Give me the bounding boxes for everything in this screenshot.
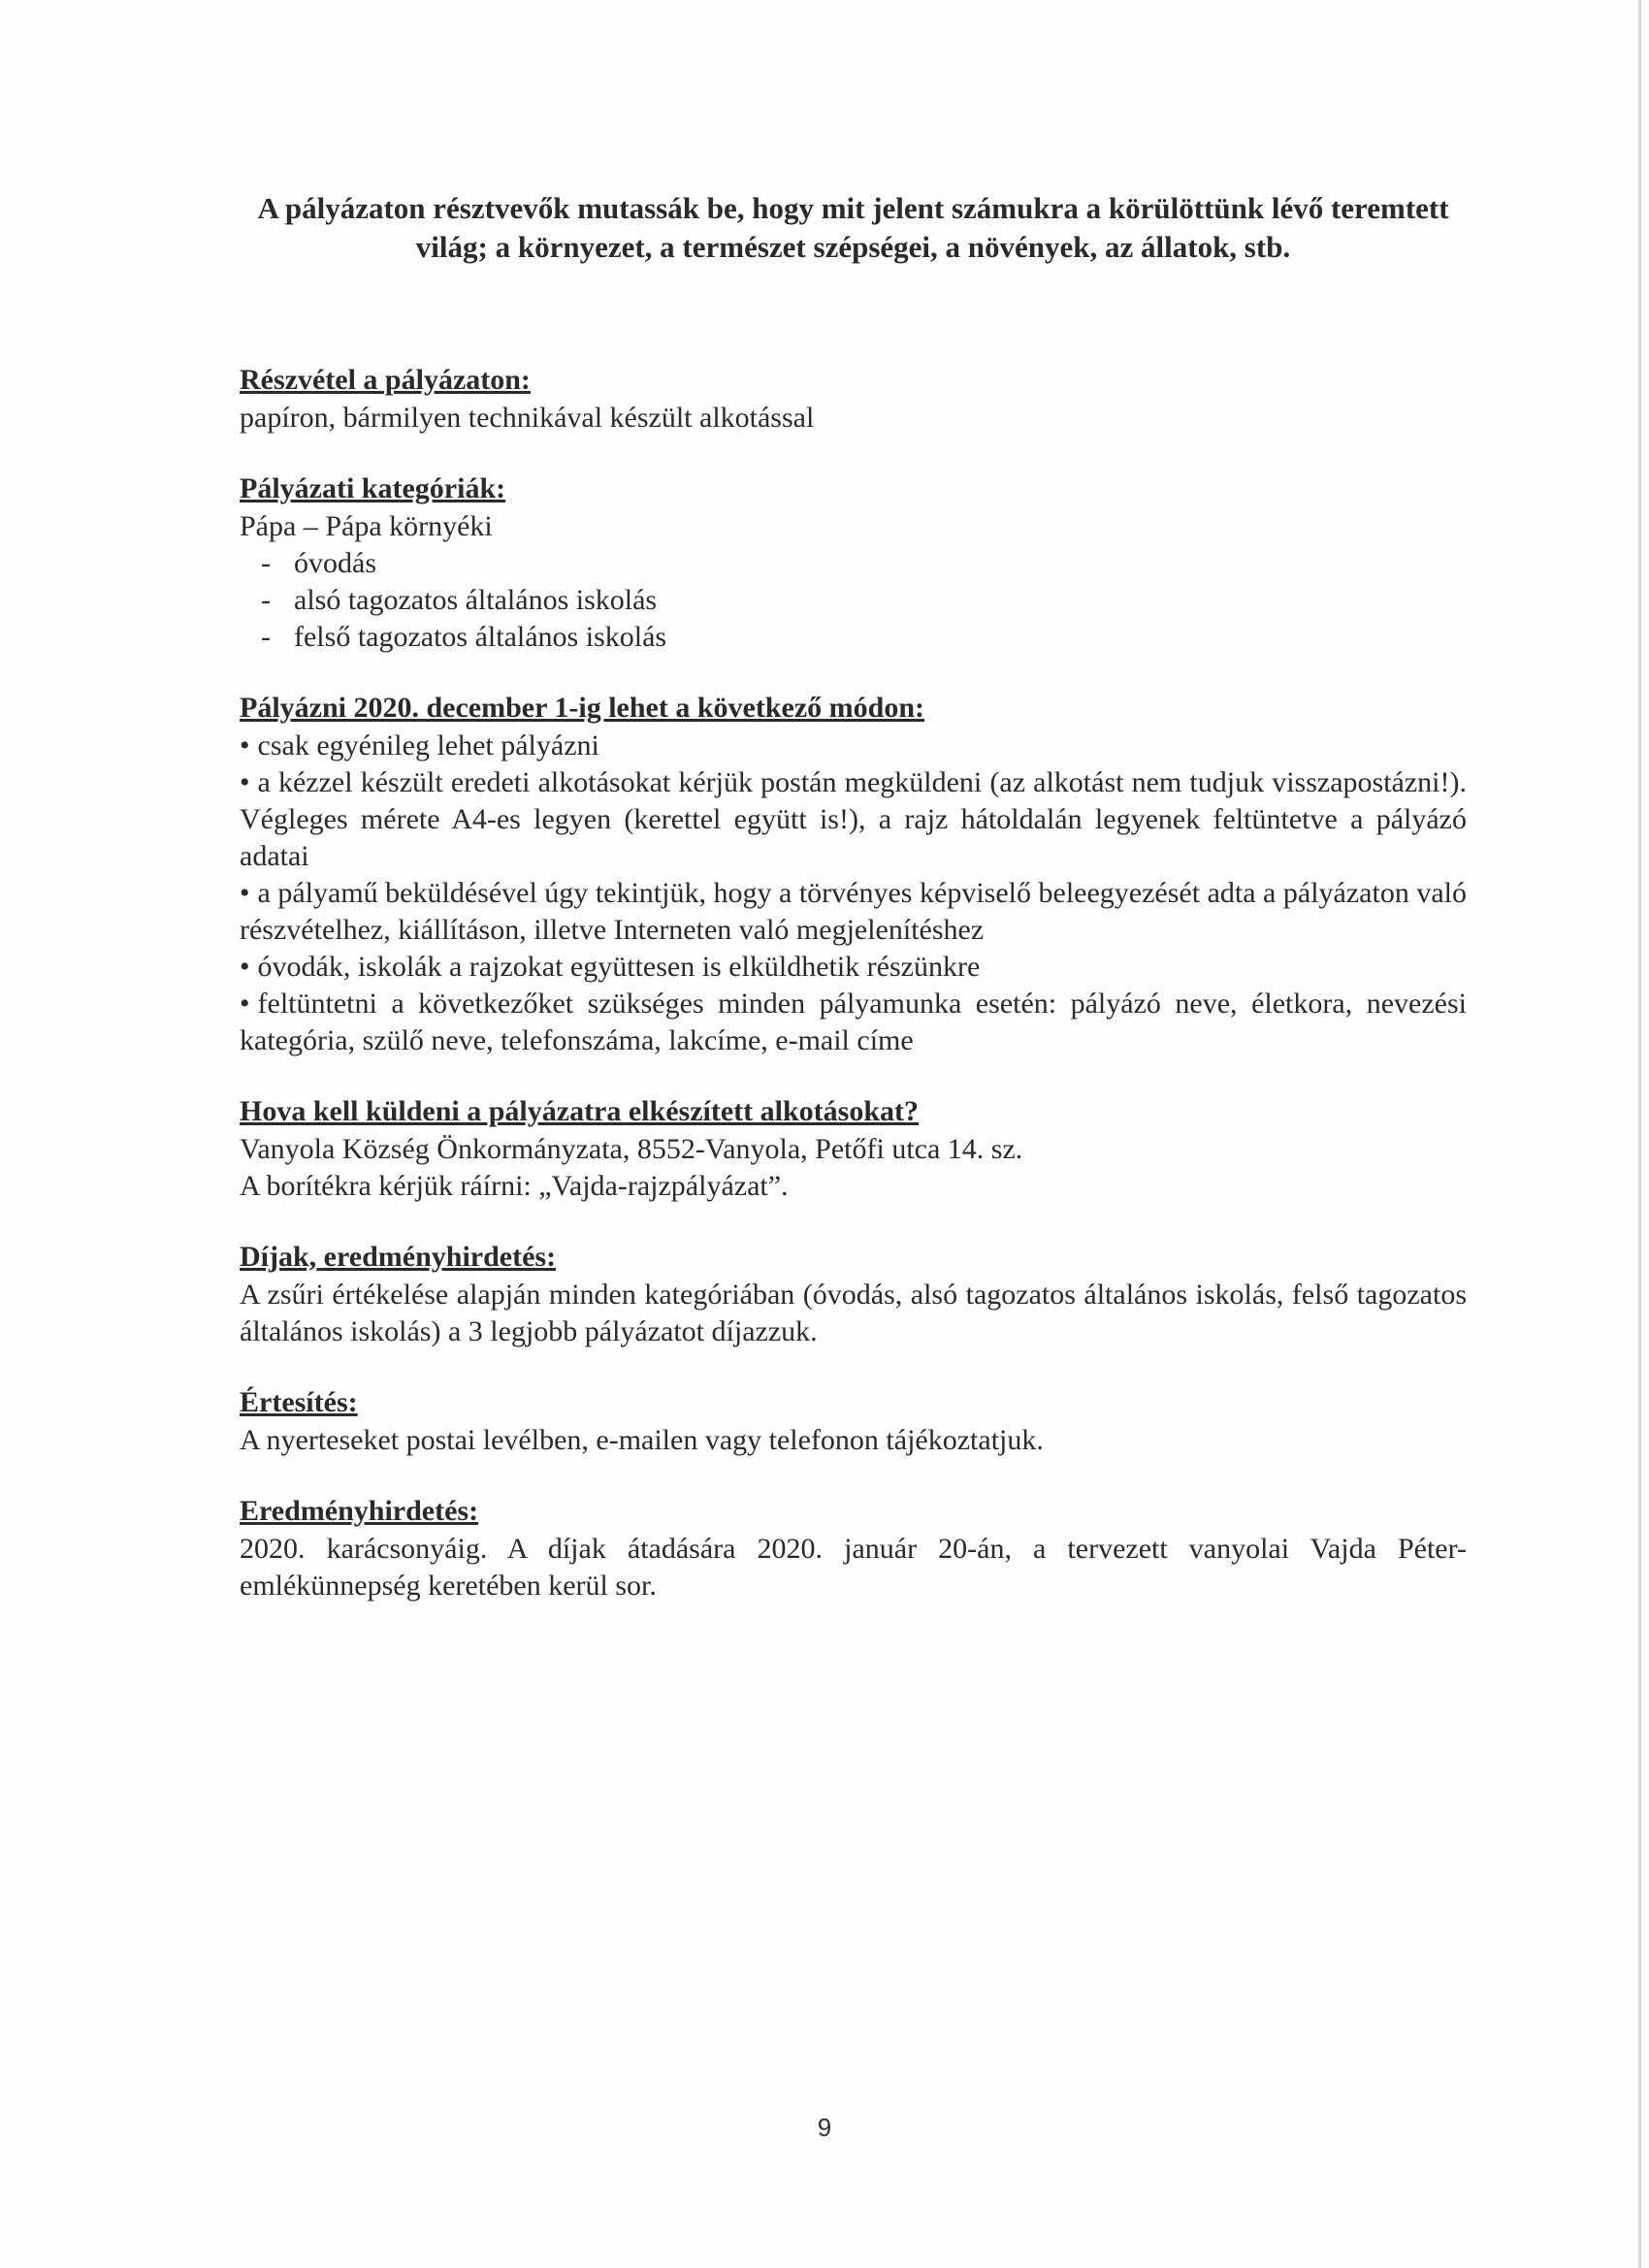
category-label: óvodás: [294, 547, 376, 579]
list-item: [240, 728, 1467, 764]
list-item: [240, 619, 1467, 656]
results-text: 2020. karácsonyáig. A díjak átadására 2020. január 20-án, a tervezett vanyolai Vajda Péter-emlékünnepség keretében kerül sor.: [240, 1533, 1467, 1602]
bullet-marker: •: [240, 951, 250, 983]
section-address: [240, 1092, 1467, 1205]
bullet-marker: •: [240, 766, 250, 798]
howto-item-text: feltüntetni a következőket szükséges minden pályamunka esetén: pályázó neve, életkora, nevezési kategória, szülő neve, telefonszáma, lakcíme, e-mail címe: [240, 988, 1467, 1056]
howto-item-text: a pályamű beküldésével úgy tekintjük, hogy a törvényes képviselő beleegyezését adta a pályázaton való részvételhez, kiállításon, illetve Interneten való megjelenítéshez: [240, 877, 1467, 946]
prizes-heading: Díjak, eredményhirdetés:: [240, 1241, 557, 1273]
category-label: alsó tagozatos általános iskolás: [294, 584, 658, 616]
list-item: [240, 764, 1467, 875]
categories-lead: Pápa – Pápa környéki: [240, 510, 493, 542]
participation-heading: Részvétel a pályázaton:: [240, 364, 531, 396]
page-number: 9: [817, 2113, 832, 2142]
intro-paragraph: A pályázaton résztvevők mutassák be, hogy mit jelent számukra a körülöttünk lévő teremtett világ; a környezet, a természet szépségei, a növények, az állatok, stb.: [257, 191, 1449, 264]
section-categories: [240, 470, 1467, 656]
results-heading: Eredményhirdetés:: [240, 1495, 479, 1527]
scan-edge-shadow: [1638, 0, 1641, 2268]
howto-item-text: csak egyénileg lehet pályázni: [257, 729, 599, 761]
address-heading: Hova kell küldeni a pályázatra elkészített alkotásokat?: [240, 1095, 919, 1127]
categories-heading: Pályázati kategóriák:: [240, 472, 506, 504]
dash-marker: -: [261, 547, 271, 579]
bullet-marker: •: [240, 729, 250, 761]
howto-heading: Pályázni 2020. december 1-ig lehet a következő módon:: [240, 692, 925, 724]
address-line: Vanyola Község Önkormányzata, 8552-Vanyola, Petőfi utca 14. sz.: [240, 1133, 1023, 1165]
categories-list: [240, 545, 1467, 656]
section-notification: [240, 1383, 1467, 1459]
list-item: [240, 875, 1467, 949]
category-label: felső tagozatos általános iskolás: [294, 621, 667, 653]
section-prizes: [240, 1238, 1467, 1350]
envelope-note: A borítékra kérjük ráírni: „Vajda-rajzpályázat”.: [240, 1170, 789, 1202]
participation-text: papíron, bármilyen technikával készült alkotással: [240, 402, 815, 434]
document-page: [240, 189, 1467, 1637]
howto-list: [240, 728, 1467, 1059]
bullet-marker: •: [240, 988, 250, 1020]
section-howto: [240, 689, 1467, 1059]
howto-item-text: óvodák, iskolák a rajzokat együttesen is elküldhetik részünkre: [257, 951, 981, 983]
dash-marker: -: [261, 584, 271, 616]
bullet-marker: •: [240, 877, 250, 909]
dash-marker: -: [261, 621, 271, 653]
notification-text: A nyerteseket postai levélben, e-mailen vagy telefonon tájékoztatjuk.: [240, 1424, 1044, 1456]
howto-item-text: a kézzel készült eredeti alkotásokat kérjük postán megküldeni (az alkotást nem tudjuk visszapostázni!). Végleges mérete A4-es legyen (kerettel együtt is!), a rajz hátoldalán legyenek feltüntetve a pályázó adatai: [240, 766, 1467, 872]
list-item: [240, 545, 1467, 582]
list-item: [240, 986, 1467, 1059]
notification-heading: Értesítés:: [240, 1386, 358, 1418]
section-results: [240, 1492, 1467, 1604]
list-item: [240, 582, 1467, 619]
prizes-text: A zsűri értékelése alapján minden kategóriában (óvodás, alsó tagozatos általános iskolás, felső tagozatos általános iskolás) a 3 legjobb pályázatot díjazzuk.: [240, 1279, 1467, 1347]
section-participation: [240, 361, 1467, 437]
list-item: [240, 949, 1467, 986]
